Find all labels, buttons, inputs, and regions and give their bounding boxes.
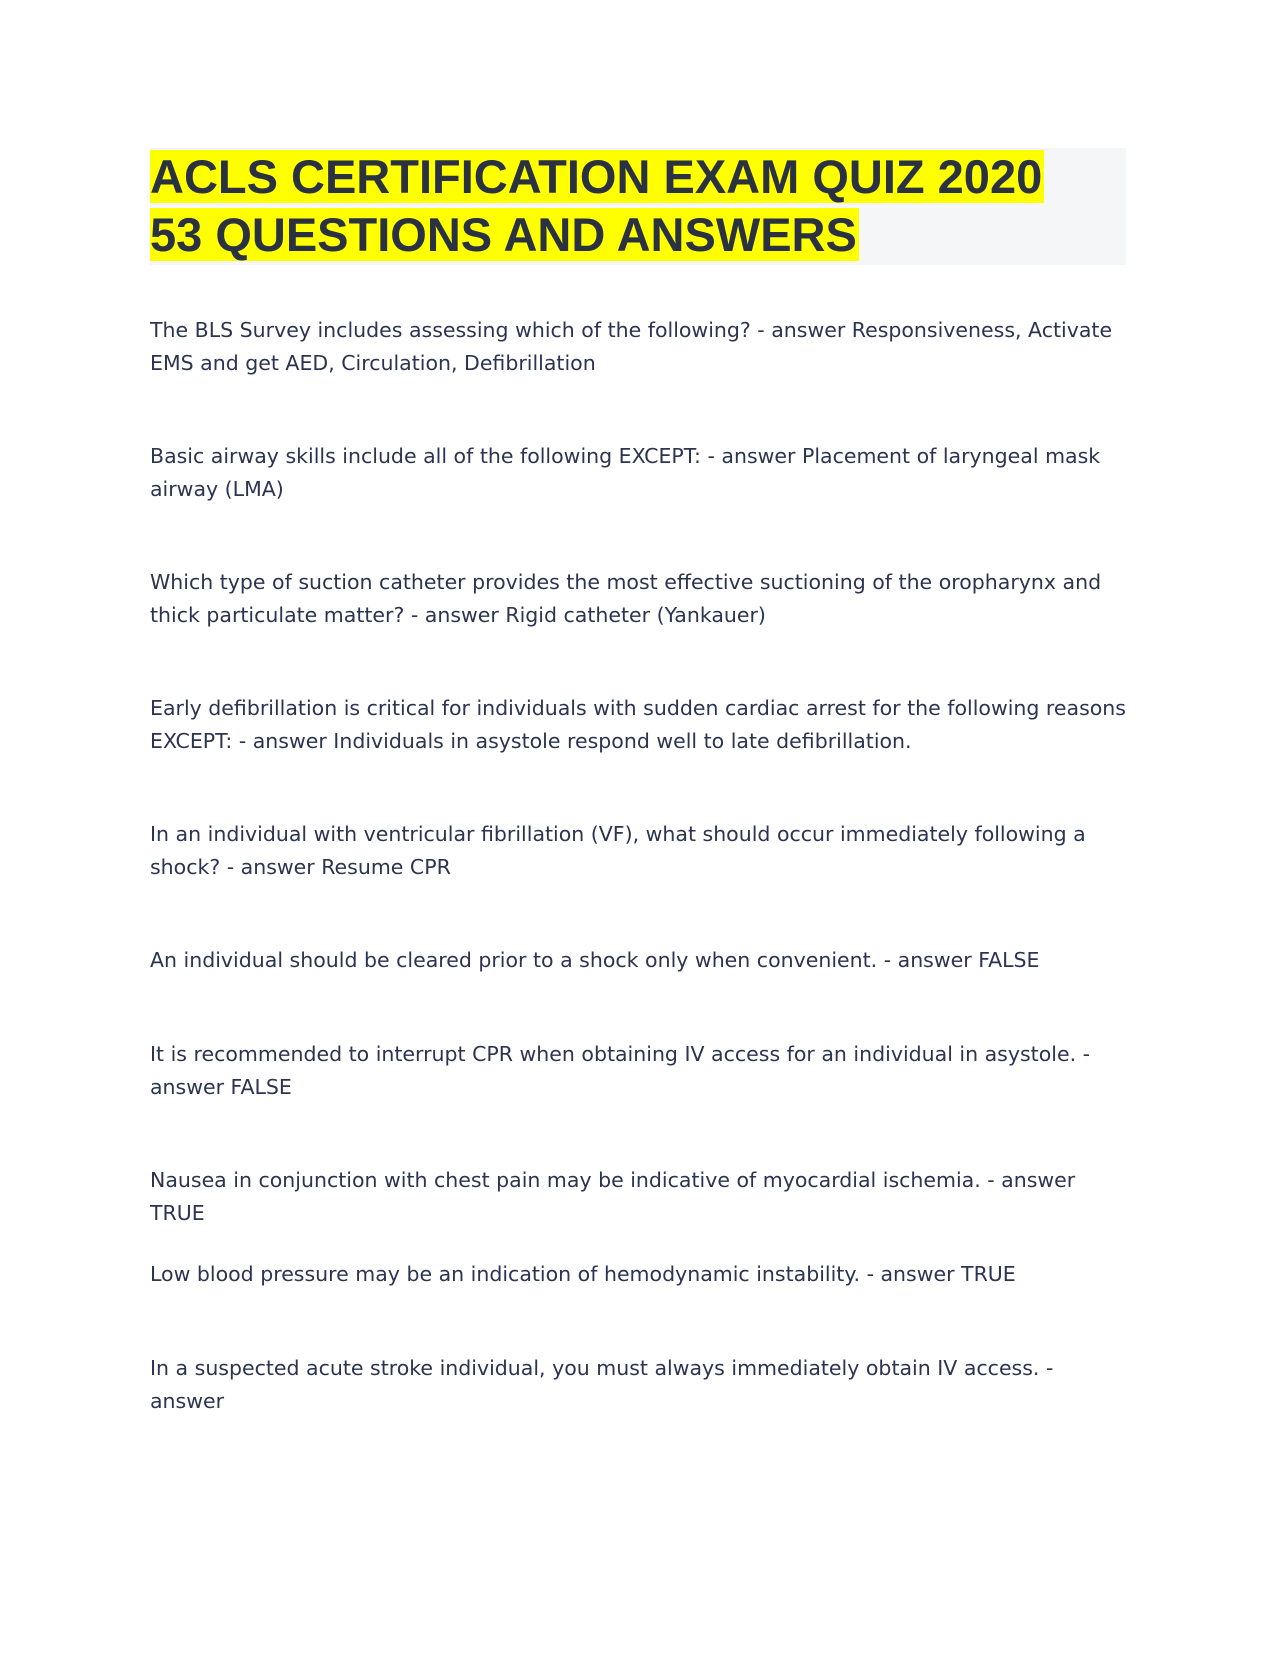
qa-item-1: The BLS Survey includes assessing which of the following? - answer Responsiveness, Activate EMS and get AED, Circulation, Defibrillation [150,318,1113,375]
qa-item-10: In a suspected acute stroke individual, you must always immediately obtain IV access. - answer [150,1356,1054,1413]
qa-item-9: Low blood pressure may be an indication of hemodynamic instability. - answer TRUE [150,1262,1016,1286]
qa-item-2: Basic airway skills include all of the following EXCEPT: - answer Placement of laryngeal mask airway (LMA) [150,444,1101,501]
page-title [150,148,1126,264]
qa-item-6: An individual should be cleared prior to a shock only when convenient. - answer FALSE [150,948,1040,972]
title-line-1: ACLS CERTIFICATION EXAM QUIZ 2020 [150,150,1043,203]
title-block [150,148,1126,265]
title-line-2: 53 QUESTIONS AND ANSWERS [150,208,857,261]
qa-item-3: Which type of suction catheter provides the most effective suctioning of the oropharynx and thick particulate matter? - answer Rigid catheter (Yankauer) [150,570,1102,627]
qa-item-5: In an individual with ventricular fibrillation (VF), what should occur immediately following a shock? - answer Resume CPR [150,822,1086,879]
qa-item-8: Nausea in conjunction with chest pain may be indicative of myocardial ischemia. - answer TRUE [150,1168,1076,1225]
qa-item-4: Early defibrillation is critical for individuals with sudden cardiac arrest for the following reasons EXCEPT: - answer Individuals in asystole respond well to late defibrillation. [150,696,1126,753]
qa-item-7: It is recommended to interrupt CPR when obtaining IV access for an individual in asystole. - answer FALSE [150,1042,1090,1099]
